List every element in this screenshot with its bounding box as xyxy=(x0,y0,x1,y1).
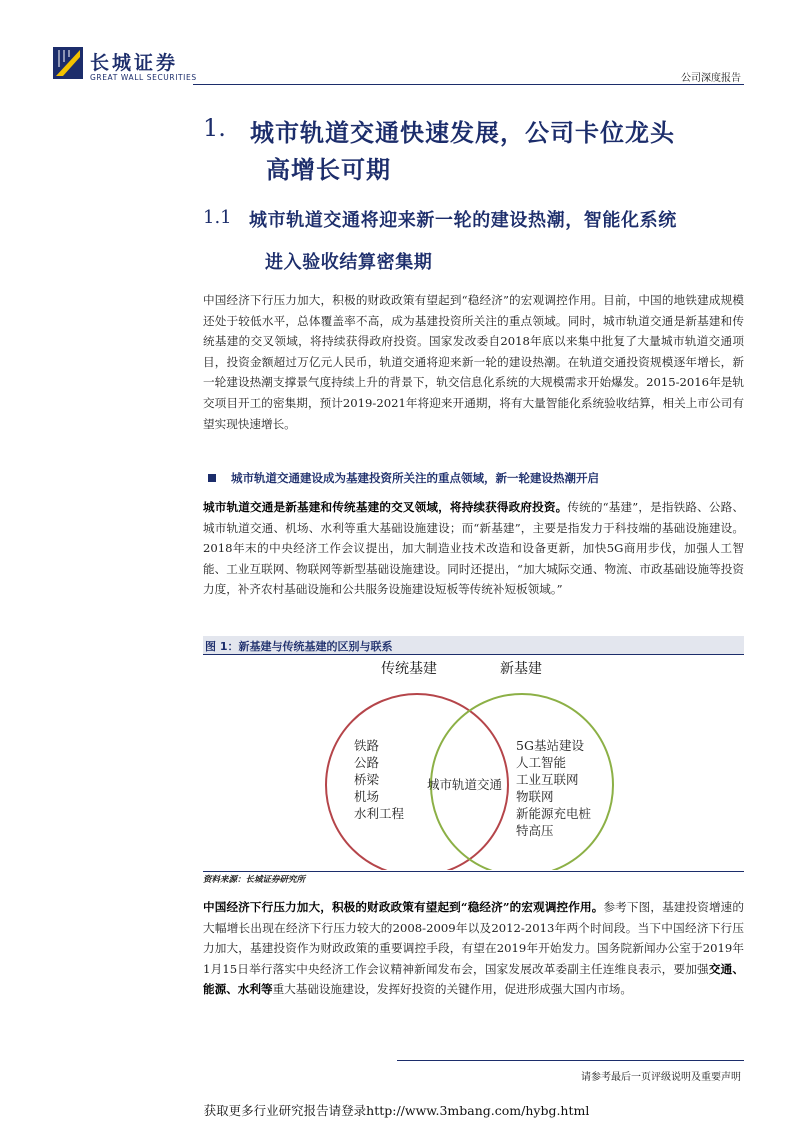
bullet-square-icon xyxy=(208,474,216,482)
section-title-line2: 高增长可期 xyxy=(266,156,391,184)
paragraph-2-lead: 城市轨道交通是新基建和传统基建的交叉领域，将持续获得政府投资。 xyxy=(203,500,568,514)
footer-divider xyxy=(397,1060,744,1061)
paragraph-3-tail: 重大基础设施建设，发挥好投资的关键作用，促进形成强大国内市场。 xyxy=(272,982,632,997)
brand-name-cn: 长城证券 xyxy=(90,52,179,74)
paragraph-3-lead: 中国经济下行压力加大，积极的财政政策有望起到“稳经济”的宏观调控作用。 xyxy=(203,900,604,914)
right-item: 新能源充电桩 xyxy=(516,806,592,821)
venn-diagram xyxy=(203,655,744,870)
left-item: 桥梁 xyxy=(354,772,380,787)
report-type-label: 公司深度报告 xyxy=(681,73,741,84)
header-divider xyxy=(193,84,744,85)
paragraph-3-body: 参考下图，基建投资增速的大幅增长出现在经济下行压力较大的2008-2009年以及2012-2013年两个时间段。当下中国经济下行压力加大，基建投资作为财政政策的重要调控手段，有望在2019年开始发力。国务院新闻办公室于2019年1月15日举行落实中央经济工作会议精神新闻发布会，国家发展改革委副主任连维良表示，要加强 xyxy=(203,900,744,976)
body-paragraph-1: 中国经济下行压力加大，积极的财政政策有望起到“稳经济”的宏观调控作用。目前，中国的地铁建成规模还处于较低水平，总体覆盖率不高，成为基建投资所关注的重点领域。同时，城市轨道交通是新基建和传统基建的交叉领域，将持续获得政府投资。国家发改委自2018年底以来集中批复了大量城市轨道交通项目，投资金额超过万亿元人民币，轨道交通将迎来新一轮的建设热潮。在轨道交通投资规模逐年增长，新一轮建设热潮支撑景气度持续上升的背景下，轨交信息化系统的大规模需求开始爆发。2015-2016年是轨交项目开工的密集期，预计2019-2021年将迎来开通期，将有大量智能化系统验收结算，相关上市公司有望实现快速增长。 xyxy=(203,293,744,431)
left-item: 公路 xyxy=(354,755,380,770)
subsection-title-line1: 城市轨道交通将迎来新一轮的建设热潮，智能化系统 xyxy=(249,210,677,231)
figure-source: 资料来源：长城证券研究所 xyxy=(203,875,306,885)
subsection-number: 1.1 xyxy=(203,207,232,228)
left-item: 机场 xyxy=(354,789,380,804)
section-number: 1. xyxy=(203,114,226,142)
bullet-text: 城市轨道交通建设成为基建投资所关注的重点领域，新一轮建设热潮开启 xyxy=(231,471,599,485)
figure-title xyxy=(203,636,744,655)
subsection-title-line2: 进入验收结算密集期 xyxy=(265,252,433,273)
body-paragraph-3 xyxy=(203,897,744,1000)
body-paragraph-2 xyxy=(203,497,744,600)
venn-right-label: 新基建 xyxy=(500,661,542,677)
figure-title-text: 图 1：新基建与传统基建的区别与联系 xyxy=(205,640,393,653)
footer-link[interactable]: 获取更多行业研究报告请登录http://www.3mbang.com/hybg.html xyxy=(203,1103,590,1118)
left-item: 铁路 xyxy=(354,738,380,753)
paragraph-3-emphasis: 交通、能源、水利等 xyxy=(203,961,744,997)
right-item: 物联网 xyxy=(516,789,554,804)
right-item: 特高压 xyxy=(516,823,554,838)
right-item: 5G基站建设 xyxy=(516,738,584,753)
paragraph-2-body: 传统的“基建”，是指铁路、公路、城市轨道交通、机场、水利等重大基础设施建设；而“新基建”，主要是指发力于科技端的基础设施建设。2018年末的中央经济工作会议提出，加大制造业技术改造和设备更新，加快5G商用步伐，加强人工智能、工业互联网、物联网等新型基础设施建设。同时还提出，“加大城际交通、物流、市政基础设施等投资力度，补齐农村基础设施和公共服务设施建设短板等传统补短板领域。” xyxy=(203,500,744,597)
right-item: 工业互联网 xyxy=(516,772,579,787)
left-item: 水利工程 xyxy=(354,806,405,821)
brand-name-en: GREAT WALL SECURITIES xyxy=(90,73,197,82)
key-point-bullet xyxy=(203,469,744,489)
figure-bottom-divider xyxy=(203,871,744,872)
footer-disclaimer: 请参考最后一页评级说明及重要声明 xyxy=(581,1072,741,1083)
section-title-line1: 城市轨道交通快速发展，公司卡位龙头 xyxy=(250,119,675,147)
right-item: 人工智能 xyxy=(516,755,567,770)
brand-logo-icon xyxy=(53,47,83,79)
venn-left-label: 传统基建 xyxy=(381,661,437,677)
center-item: 城市轨道交通 xyxy=(427,777,503,792)
